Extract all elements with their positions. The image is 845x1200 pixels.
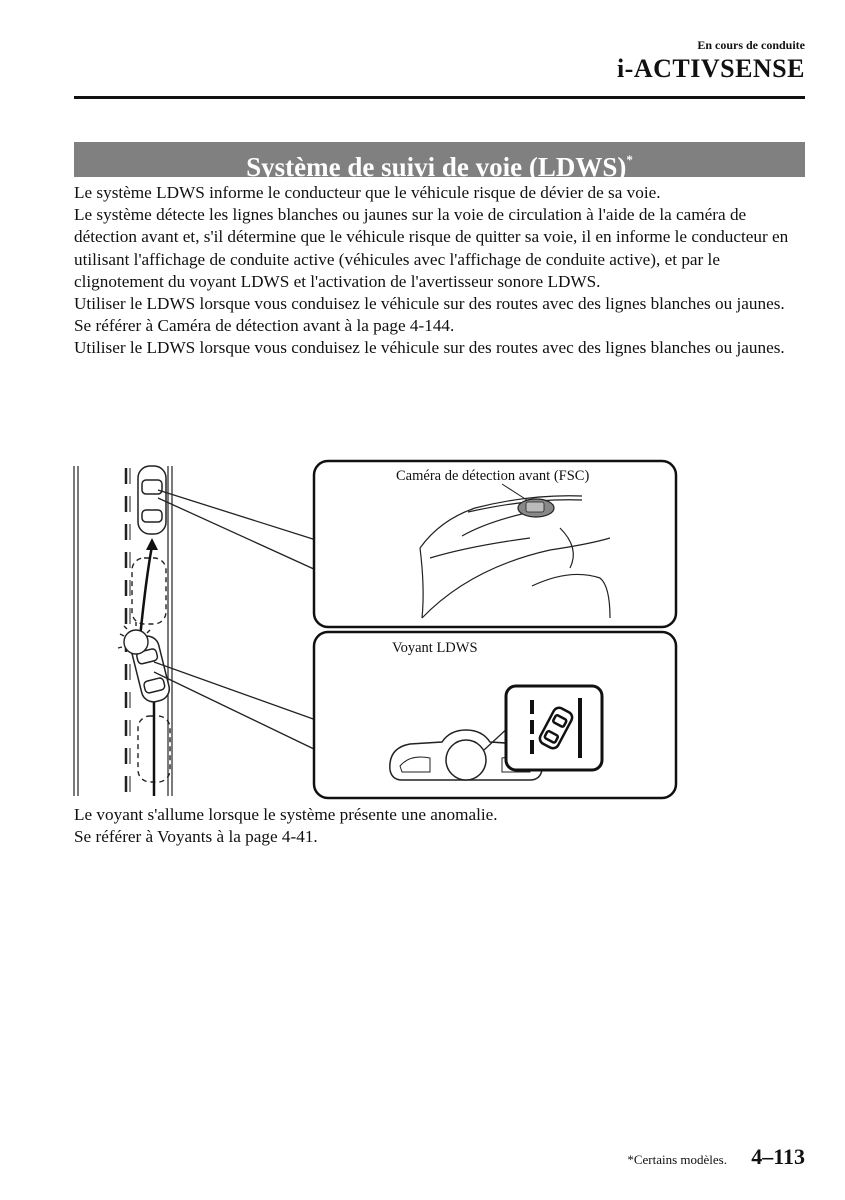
camera-label: Caméra de détection avant (FSC) [396, 468, 590, 484]
body-paragraph: Utiliser le LDWS lorsque vous conduisez le véhicule sur des routes avec des lignes blanches ou jaunes. [74, 338, 785, 358]
body-paragraph: Le système LDWS informe le conducteur que le véhicule risque de dévier de sa voie. [74, 183, 661, 202]
body-paragraph: Se référer à Caméra de détection avant à la page 4-144. [74, 316, 455, 336]
section-title: Système de suivi de voie (LDWS) [246, 152, 627, 182]
body-paragraph: Le système détecte les lignes blanches ou jaunes sur la voie de circulation à l'aide de la caméra de détection avant et, s'il détermine que le véhicule risque de quitter sa voie, il en informe le conducteur en utilisant l'affichage de conduite active (véhicules avec l'affichage de conduite active), et par le clignotement du voyant LDWS et l'activation de l'avertisseur sonore LDWS. [74, 205, 789, 291]
page-number: 4–113 [751, 1144, 805, 1169]
ldws-illustration [70, 458, 680, 803]
body-paragraph: Utiliser le LDWS lorsque vous conduisez le véhicule sur des routes avec des lignes blanches ou jaunes. [74, 294, 785, 314]
note-paragraph: Se référer à Voyants à la page 4-41. [74, 827, 318, 847]
figure-notes [74, 804, 498, 848]
section-title-bar [74, 142, 805, 182]
path-arrowhead [146, 538, 158, 550]
callout-lines [154, 490, 316, 750]
note-paragraph: Le voyant s'allume lorsque le système présente une anomalie. [74, 805, 498, 824]
warning-burst [118, 622, 150, 654]
section-title-marker: * [626, 152, 633, 167]
body-text [74, 182, 809, 360]
header-divider [74, 96, 805, 99]
ldws-diagram-svg [70, 458, 680, 803]
header-section-label: En cours de conduite [697, 38, 805, 52]
indicator-label: Voyant LDWS [392, 640, 478, 656]
camera-panel [314, 461, 676, 627]
header-chapter-title: i-ACTIVSENSE [616, 54, 805, 83]
ldws-indicator-icon [506, 686, 602, 770]
footer-footnote: *Certains modèles. [627, 1152, 727, 1167]
